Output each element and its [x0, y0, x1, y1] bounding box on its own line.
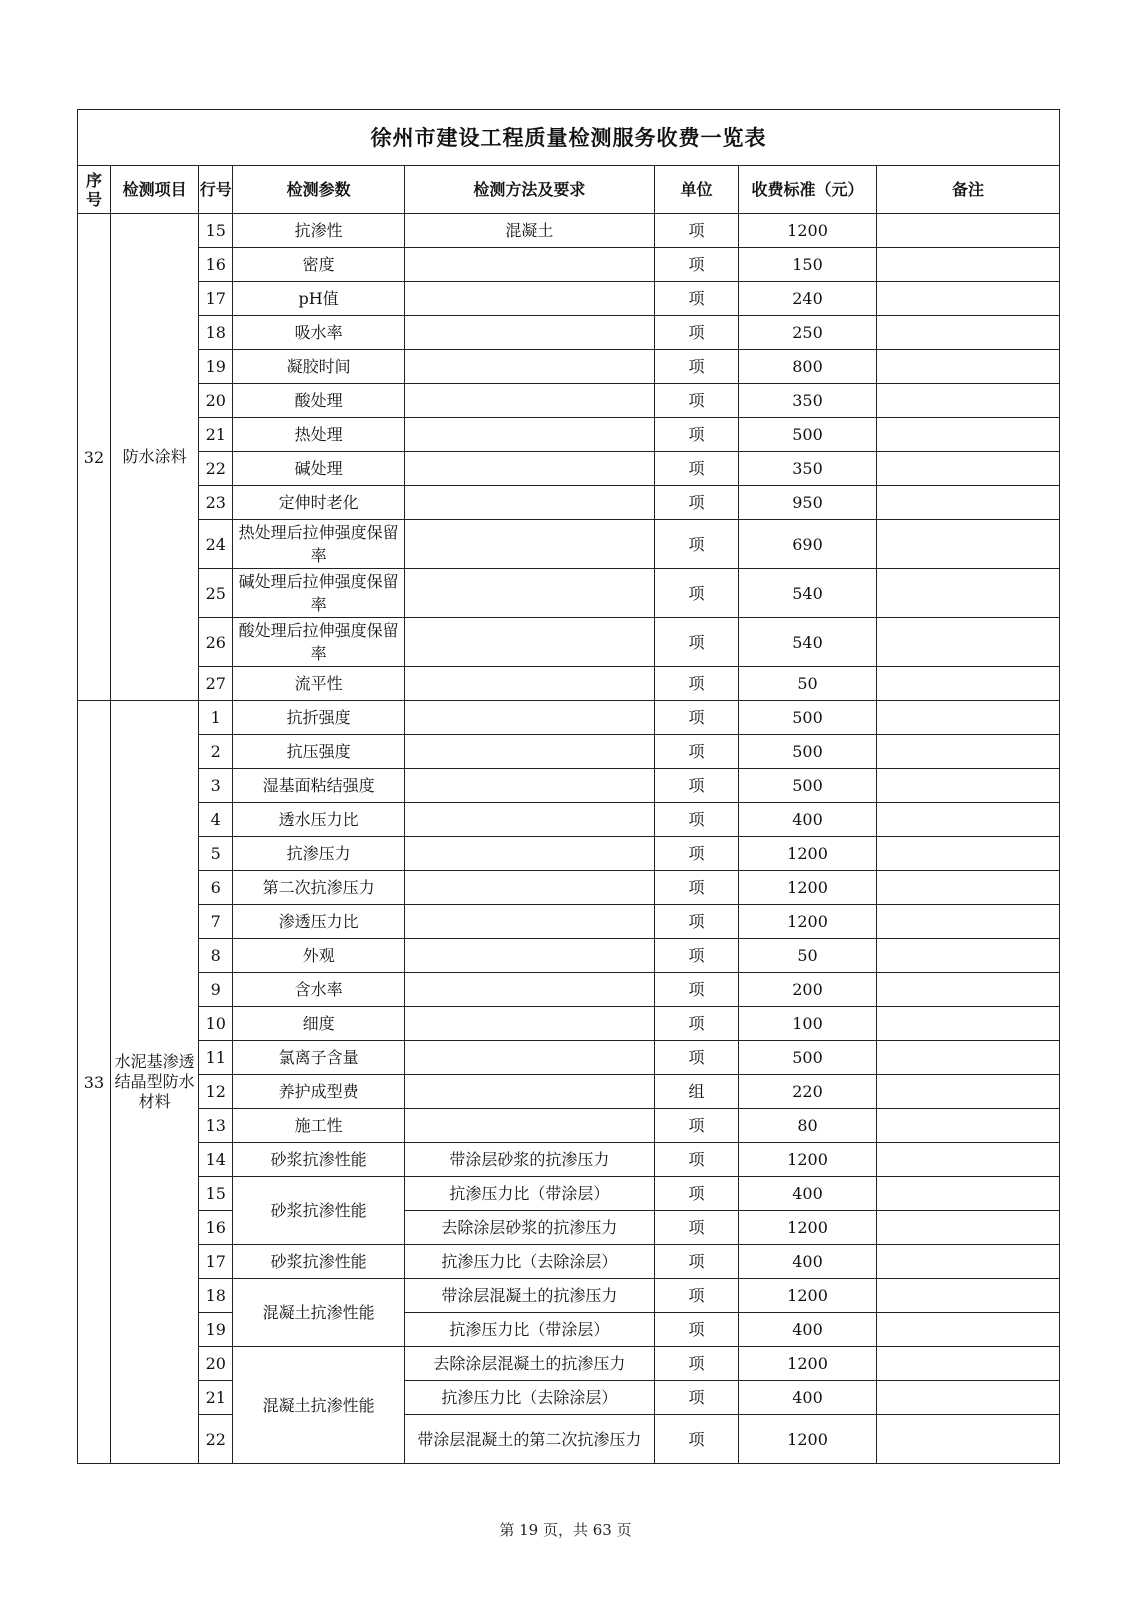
unit-cell: 项 [654, 1381, 738, 1415]
table-row [78, 520, 1060, 569]
unit-cell: 项 [654, 735, 738, 769]
line-number: 2 [199, 735, 233, 769]
note-cell [876, 1415, 1059, 1464]
table-row [78, 282, 1060, 316]
param-cell: 渗透压力比 [233, 905, 405, 939]
line-number: 8 [199, 939, 233, 973]
note-cell [876, 1109, 1059, 1143]
param-cell: 湿基面粘结强度 [233, 769, 405, 803]
table-row [78, 1143, 1060, 1177]
fee-cell: 1200 [739, 1143, 877, 1177]
unit-cell: 项 [654, 486, 738, 520]
document [77, 109, 1060, 1464]
header-unit: 单位 [654, 166, 738, 214]
fee-cell: 400 [739, 1381, 877, 1415]
note-cell [876, 248, 1059, 282]
method-cell [404, 803, 654, 837]
method-cell [404, 486, 654, 520]
unit-cell: 项 [654, 282, 738, 316]
method-cell [404, 1075, 654, 1109]
fee-cell: 540 [739, 569, 877, 618]
unit-cell: 项 [654, 1177, 738, 1211]
method-cell [404, 905, 654, 939]
table-row [78, 350, 1060, 384]
method-cell: 抗渗压力比（带涂层） [404, 1177, 654, 1211]
line-number: 20 [199, 384, 233, 418]
fee-cell: 500 [739, 769, 877, 803]
group-item: 水泥基渗透结晶型防水材料 [110, 701, 198, 1464]
method-cell [404, 837, 654, 871]
note-cell [876, 973, 1059, 1007]
group-seq: 33 [78, 701, 111, 1464]
unit-cell: 项 [654, 1211, 738, 1245]
param-cell: 抗折强度 [233, 701, 405, 735]
fee-cell: 50 [739, 939, 877, 973]
table-row [78, 569, 1060, 618]
fee-cell: 1200 [739, 837, 877, 871]
line-number: 26 [199, 618, 233, 667]
header-fee: 收费标准（元） [739, 166, 877, 214]
unit-cell: 项 [654, 905, 738, 939]
param-cell: 定伸时老化 [233, 486, 405, 520]
param-cell: 凝胶时间 [233, 350, 405, 384]
note-cell [876, 1211, 1059, 1245]
table-row [78, 905, 1060, 939]
fee-cell: 400 [739, 1245, 877, 1279]
method-cell [404, 939, 654, 973]
unit-cell: 项 [654, 667, 738, 701]
table-row [78, 486, 1060, 520]
unit-cell: 项 [654, 618, 738, 667]
unit-cell: 项 [654, 452, 738, 486]
header-param: 检测参数 [233, 166, 405, 214]
unit-cell: 项 [654, 1313, 738, 1347]
method-cell [404, 350, 654, 384]
method-cell [404, 282, 654, 316]
note-cell [876, 1313, 1059, 1347]
method-cell: 抗渗压力比（去除涂层） [404, 1381, 654, 1415]
note-cell [876, 1143, 1059, 1177]
unit-cell: 项 [654, 769, 738, 803]
unit-cell: 组 [654, 1075, 738, 1109]
note-cell [876, 871, 1059, 905]
note-cell [876, 452, 1059, 486]
line-number: 20 [199, 1347, 233, 1381]
fee-cell: 1200 [739, 1211, 877, 1245]
method-cell: 抗渗压力比（去除涂层） [404, 1245, 654, 1279]
line-number: 16 [199, 1211, 233, 1245]
line-number: 6 [199, 871, 233, 905]
method-cell [404, 1007, 654, 1041]
param-cell: 酸处理 [233, 384, 405, 418]
line-number: 13 [199, 1109, 233, 1143]
table-row [78, 1415, 1060, 1464]
line-number: 18 [199, 1279, 233, 1313]
note-cell [876, 350, 1059, 384]
line-number: 21 [199, 418, 233, 452]
table-row [78, 248, 1060, 282]
fee-cell: 540 [739, 618, 877, 667]
table-row [78, 803, 1060, 837]
line-number: 21 [199, 1381, 233, 1415]
line-number: 12 [199, 1075, 233, 1109]
method-cell [404, 384, 654, 418]
fee-cell: 400 [739, 1177, 877, 1211]
line-number: 19 [199, 1313, 233, 1347]
unit-cell: 项 [654, 248, 738, 282]
fee-cell: 1200 [739, 905, 877, 939]
param-cell: 砂浆抗渗性能 [233, 1245, 405, 1279]
line-number: 17 [199, 1245, 233, 1279]
unit-cell: 项 [654, 214, 738, 248]
param-cell: 砂浆抗渗性能 [233, 1177, 405, 1245]
param-cell: 抗压强度 [233, 735, 405, 769]
note-cell [876, 569, 1059, 618]
fee-cell: 500 [739, 735, 877, 769]
line-number: 15 [199, 1177, 233, 1211]
line-number: 14 [199, 1143, 233, 1177]
table-row [78, 871, 1060, 905]
fee-cell: 350 [739, 384, 877, 418]
param-cell: 施工性 [233, 1109, 405, 1143]
method-cell [404, 973, 654, 1007]
method-cell [404, 701, 654, 735]
method-cell [404, 418, 654, 452]
method-cell: 混凝土 [404, 214, 654, 248]
method-cell [404, 667, 654, 701]
table-row [78, 1007, 1060, 1041]
line-number: 3 [199, 769, 233, 803]
table-row [78, 701, 1060, 735]
fee-cell: 240 [739, 282, 877, 316]
fee-cell: 500 [739, 701, 877, 735]
table-row [78, 837, 1060, 871]
unit-cell: 项 [654, 350, 738, 384]
header-note: 备注 [876, 166, 1059, 214]
table-row [78, 1313, 1060, 1347]
param-cell: 碱处理 [233, 452, 405, 486]
unit-cell: 项 [654, 1279, 738, 1313]
method-cell [404, 618, 654, 667]
method-cell [404, 871, 654, 905]
note-cell [876, 905, 1059, 939]
unit-cell: 项 [654, 1347, 738, 1381]
param-cell: 抗渗压力 [233, 837, 405, 871]
param-cell: 密度 [233, 248, 405, 282]
line-number: 27 [199, 667, 233, 701]
param-cell: 混凝土抗渗性能 [233, 1347, 405, 1464]
unit-cell: 项 [654, 316, 738, 350]
note-cell [876, 1041, 1059, 1075]
unit-cell: 项 [654, 973, 738, 1007]
header-seq: 序号 [78, 166, 111, 214]
method-cell: 去除涂层砂浆的抗渗压力 [404, 1211, 654, 1245]
note-cell [876, 618, 1059, 667]
table-row [78, 735, 1060, 769]
table-row [78, 1177, 1060, 1211]
note-cell [876, 1177, 1059, 1211]
line-number: 1 [199, 701, 233, 735]
method-cell [404, 248, 654, 282]
param-cell: 抗渗性 [233, 214, 405, 248]
table-title: 徐州市建设工程质量检测服务收费一览表 [78, 110, 1060, 166]
method-cell: 带涂层混凝土的抗渗压力 [404, 1279, 654, 1313]
page-footer: 第 19 页，共 63 页 [499, 1521, 632, 1539]
fee-cell: 150 [739, 248, 877, 282]
group-item: 防水涂料 [110, 214, 198, 701]
line-number: 17 [199, 282, 233, 316]
unit-cell: 项 [654, 418, 738, 452]
unit-cell: 项 [654, 837, 738, 871]
fee-cell: 500 [739, 1041, 877, 1075]
note-cell [876, 214, 1059, 248]
param-cell: 砂浆抗渗性能 [233, 1143, 405, 1177]
table-row [78, 418, 1060, 452]
method-cell [404, 569, 654, 618]
line-number: 5 [199, 837, 233, 871]
param-cell: 热处理 [233, 418, 405, 452]
param-cell: 氯离子含量 [233, 1041, 405, 1075]
line-number: 9 [199, 973, 233, 1007]
param-cell: 透水压力比 [233, 803, 405, 837]
group-seq: 32 [78, 214, 111, 701]
line-number: 25 [199, 569, 233, 618]
table-row [78, 384, 1060, 418]
param-cell: 养护成型费 [233, 1075, 405, 1109]
param-cell: 热处理后拉伸强度保留率 [233, 520, 405, 569]
line-number: 23 [199, 486, 233, 520]
method-cell [404, 1041, 654, 1075]
table-row [78, 316, 1060, 350]
line-number: 18 [199, 316, 233, 350]
note-cell [876, 1007, 1059, 1041]
table-row [78, 939, 1060, 973]
fee-cell: 350 [739, 452, 877, 486]
fee-table [77, 109, 1060, 1464]
method-cell [404, 452, 654, 486]
fee-cell: 80 [739, 1109, 877, 1143]
note-cell [876, 939, 1059, 973]
unit-cell: 项 [654, 1109, 738, 1143]
table-row [78, 1347, 1060, 1381]
header-line: 行号 [199, 166, 233, 214]
note-cell [876, 316, 1059, 350]
unit-cell: 项 [654, 384, 738, 418]
note-cell [876, 667, 1059, 701]
table-row [78, 452, 1060, 486]
table-row [78, 1381, 1060, 1415]
param-cell: 细度 [233, 1007, 405, 1041]
method-cell [404, 1109, 654, 1143]
note-cell [876, 486, 1059, 520]
note-cell [876, 418, 1059, 452]
note-cell [876, 769, 1059, 803]
unit-cell: 项 [654, 1143, 738, 1177]
note-cell [876, 520, 1059, 569]
line-number: 22 [199, 1415, 233, 1464]
method-cell [404, 520, 654, 569]
unit-cell: 项 [654, 1245, 738, 1279]
method-cell [404, 316, 654, 350]
table-row [78, 973, 1060, 1007]
fee-cell: 1200 [739, 1347, 877, 1381]
header-row [78, 166, 1060, 214]
param-cell: 酸处理后拉伸强度保留率 [233, 618, 405, 667]
fee-cell: 500 [739, 418, 877, 452]
fee-cell: 200 [739, 973, 877, 1007]
table-row [78, 1279, 1060, 1313]
note-cell [876, 1075, 1059, 1109]
unit-cell: 项 [654, 569, 738, 618]
line-number: 22 [199, 452, 233, 486]
note-cell [876, 701, 1059, 735]
note-cell [876, 1347, 1059, 1381]
unit-cell: 项 [654, 1007, 738, 1041]
fee-cell: 690 [739, 520, 877, 569]
fee-cell: 1200 [739, 214, 877, 248]
method-cell [404, 769, 654, 803]
fee-cell: 1200 [739, 1279, 877, 1313]
table-row [78, 667, 1060, 701]
header-item: 检测项目 [110, 166, 198, 214]
table-row [78, 618, 1060, 667]
param-cell: 第二次抗渗压力 [233, 871, 405, 905]
line-number: 7 [199, 905, 233, 939]
unit-cell: 项 [654, 1415, 738, 1464]
line-number: 11 [199, 1041, 233, 1075]
table-row [78, 214, 1060, 248]
fee-cell: 220 [739, 1075, 877, 1109]
fee-cell: 1200 [739, 1415, 877, 1464]
unit-cell: 项 [654, 803, 738, 837]
param-cell: pH值 [233, 282, 405, 316]
table-row [78, 1109, 1060, 1143]
table-row [78, 1245, 1060, 1279]
fee-cell: 400 [739, 1313, 877, 1347]
param-cell: 碱处理后拉伸强度保留率 [233, 569, 405, 618]
param-cell: 吸水率 [233, 316, 405, 350]
note-cell [876, 1381, 1059, 1415]
line-number: 16 [199, 248, 233, 282]
line-number: 24 [199, 520, 233, 569]
header-method: 检测方法及要求 [404, 166, 654, 214]
fee-cell: 950 [739, 486, 877, 520]
fee-cell: 800 [739, 350, 877, 384]
line-number: 10 [199, 1007, 233, 1041]
fee-cell: 100 [739, 1007, 877, 1041]
method-cell [404, 735, 654, 769]
line-number: 4 [199, 803, 233, 837]
note-cell [876, 384, 1059, 418]
note-cell [876, 803, 1059, 837]
fee-cell: 400 [739, 803, 877, 837]
note-cell [876, 837, 1059, 871]
fee-cell: 1200 [739, 871, 877, 905]
fee-cell: 250 [739, 316, 877, 350]
param-cell: 含水率 [233, 973, 405, 1007]
unit-cell: 项 [654, 701, 738, 735]
unit-cell: 项 [654, 939, 738, 973]
fee-cell: 50 [739, 667, 877, 701]
note-cell [876, 735, 1059, 769]
note-cell [876, 282, 1059, 316]
unit-cell: 项 [654, 871, 738, 905]
param-cell: 混凝土抗渗性能 [233, 1279, 405, 1347]
method-cell: 带涂层砂浆的抗渗压力 [404, 1143, 654, 1177]
param-cell: 流平性 [233, 667, 405, 701]
table-row [78, 769, 1060, 803]
unit-cell: 项 [654, 520, 738, 569]
line-number: 15 [199, 214, 233, 248]
note-cell [876, 1245, 1059, 1279]
method-cell: 抗渗压力比（带涂层） [404, 1313, 654, 1347]
table-row [78, 1075, 1060, 1109]
param-cell: 外观 [233, 939, 405, 973]
table-row [78, 1211, 1060, 1245]
method-cell: 带涂层混凝土的第二次抗渗压力 [404, 1415, 654, 1464]
table-row [78, 1041, 1060, 1075]
note-cell [876, 1279, 1059, 1313]
unit-cell: 项 [654, 1041, 738, 1075]
line-number: 19 [199, 350, 233, 384]
method-cell: 去除涂层混凝土的抗渗压力 [404, 1347, 654, 1381]
